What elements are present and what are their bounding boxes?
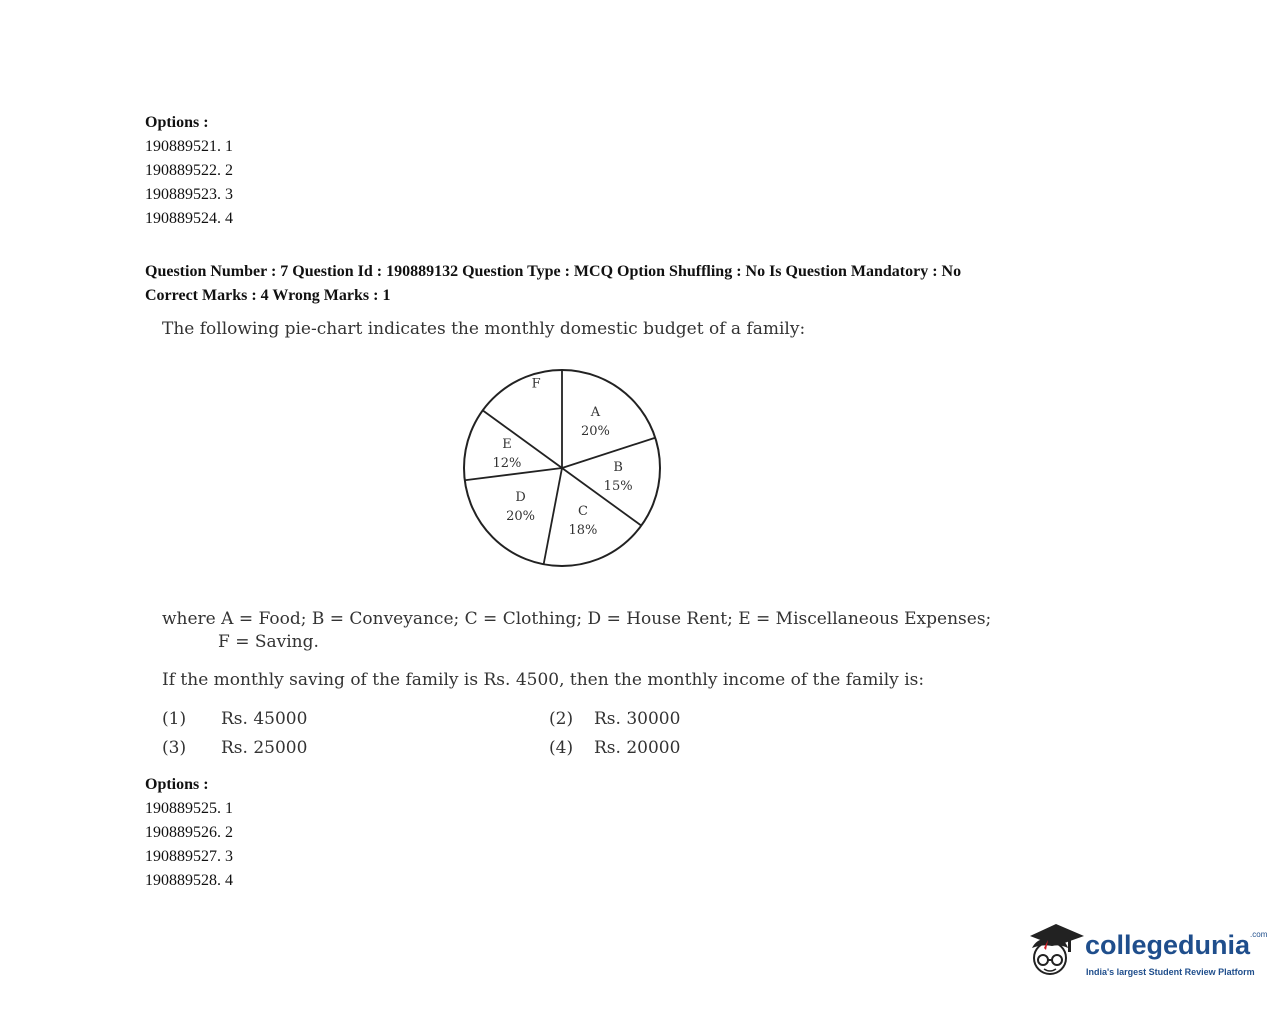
choice-value: Rs. 30000 <box>594 709 681 729</box>
pie-slice-value: 20% <box>580 424 610 440</box>
pie-slice-label: B <box>613 459 623 475</box>
pie-slice-value: 18% <box>568 522 598 538</box>
question-meta-line1: Question Number : 7 Question Id : 190889132 Question Type : MCQ Option Shuffling : No Is Question Mandatory : No <box>145 263 962 280</box>
choice-number: (1) <box>162 709 187 729</box>
option-item: 190889528. 4 <box>145 872 233 889</box>
pie-slice-label: D <box>515 489 526 505</box>
pie-chart <box>450 360 680 580</box>
choice-number: (4) <box>549 738 574 758</box>
options-heading: Options : <box>145 776 209 793</box>
option-item: 190889522. 2 <box>145 162 233 179</box>
option-item: 190889525. 1 <box>145 800 233 817</box>
previous-options <box>145 111 233 231</box>
choice-value: Rs. 45000 <box>221 709 308 729</box>
option-item: 190889527. 3 <box>145 848 233 865</box>
choice-value: Rs. 25000 <box>221 738 308 758</box>
collegedunia-logo <box>1022 918 1268 990</box>
question-prompt: If the monthly saving of the family is Rs. 4500, then the monthly income of the family is: <box>162 670 925 690</box>
pie-slice-label: E <box>502 436 512 452</box>
pie-slice-value: 20% <box>506 508 536 524</box>
pie-slice-value: 12% <box>492 455 522 471</box>
options-heading: Options : <box>145 114 209 131</box>
option-item: 190889523. 3 <box>145 186 233 203</box>
choice-number: (2) <box>549 709 574 729</box>
option-item: 190889524. 4 <box>145 210 233 227</box>
pie-slice-label: A <box>590 405 601 421</box>
choices <box>162 709 762 769</box>
choice-value: Rs. 20000 <box>594 738 681 758</box>
question-intro: The following pie-chart indicates the monthly domestic budget of a family: <box>162 319 806 339</box>
pie-slice-label: F <box>531 376 541 392</box>
legend-line2: F = Saving. <box>218 632 319 652</box>
question-options <box>145 773 233 893</box>
mascot-icon <box>1022 918 1088 988</box>
legend-line1: where A = Food; B = Conveyance; C = Clothing; D = House Rent; E = Miscellaneous Expenses; <box>162 609 992 629</box>
logo-wordmark: collegedunia$^{.com}$ <box>1085 930 1268 960</box>
pie-slice-label: C <box>577 503 588 519</box>
logo-tagline: India's largest Student Review Platform <box>1086 967 1255 977</box>
option-item: 190889521. 1 <box>145 138 233 155</box>
pie-slice-value: 15% <box>603 478 633 494</box>
question-meta-line2: Correct Marks : 4 Wrong Marks : 1 <box>145 287 391 304</box>
option-item: 190889526. 2 <box>145 824 233 841</box>
choice-number: (3) <box>162 738 187 758</box>
